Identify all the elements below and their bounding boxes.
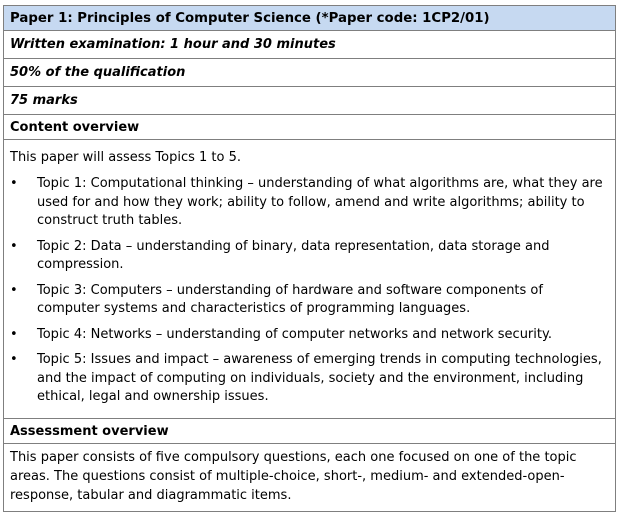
topic-text: Topic 5: Issues and impact – awareness of emerging trends in computing technologies, and the impact of computing on individuals, society and the environment, including ethical, legal and ownership issues. bbox=[37, 352, 602, 404]
list-item bbox=[10, 351, 609, 407]
qualification-weight: 50% of the qualification bbox=[4, 59, 615, 87]
exam-duration: Written examination: 1 hour and 30 minutes bbox=[4, 31, 615, 59]
bullet-icon: • bbox=[10, 326, 18, 342]
topic-text: Topic 2: Data – understanding of binary, data representation, data storage and compression. bbox=[37, 238, 550, 272]
content-overview-heading: Content overview bbox=[4, 115, 615, 140]
list-item bbox=[10, 238, 609, 275]
paper-spec-table bbox=[3, 5, 616, 512]
topic-list bbox=[10, 175, 609, 407]
topic-text: Topic 4: Networks – understanding of computer networks and network security. bbox=[37, 326, 552, 342]
bullet-icon: • bbox=[10, 282, 18, 298]
total-marks: 75 marks bbox=[4, 87, 615, 115]
topic-text: Topic 3: Computers – understanding of hardware and software components of computer systems and characteristics of programming languages. bbox=[37, 282, 543, 316]
bullet-icon: • bbox=[10, 238, 18, 254]
topic-text: Topic 1: Computational thinking – understanding of what algorithms are, what they are used for and how they work; ability to follow, amend and write algorithms; ability to construct truth tables. bbox=[37, 176, 603, 228]
content-overview-body bbox=[4, 140, 615, 419]
content-overview-intro: This paper will assess Topics 1 to 5. bbox=[10, 150, 242, 165]
list-item bbox=[10, 282, 609, 319]
bullet-icon: • bbox=[10, 176, 18, 191]
assessment-overview-body bbox=[4, 448, 615, 505]
assessment-overview-heading: Assessment overview bbox=[4, 419, 615, 444]
assessment-overview-text: This paper consists of five compulsory questions, each one focused on one of the topic areas. The questions consist of multiple-choice, short-, medium- and extended-open-response, tabular and diagrammatic items. bbox=[10, 449, 577, 503]
bullet-icon: • bbox=[10, 352, 18, 367]
list-item bbox=[10, 175, 609, 231]
paper-title: Paper 1: Principles of Computer Science (*Paper code: 1CP2/01) bbox=[4, 6, 615, 31]
list-item bbox=[10, 326, 609, 345]
